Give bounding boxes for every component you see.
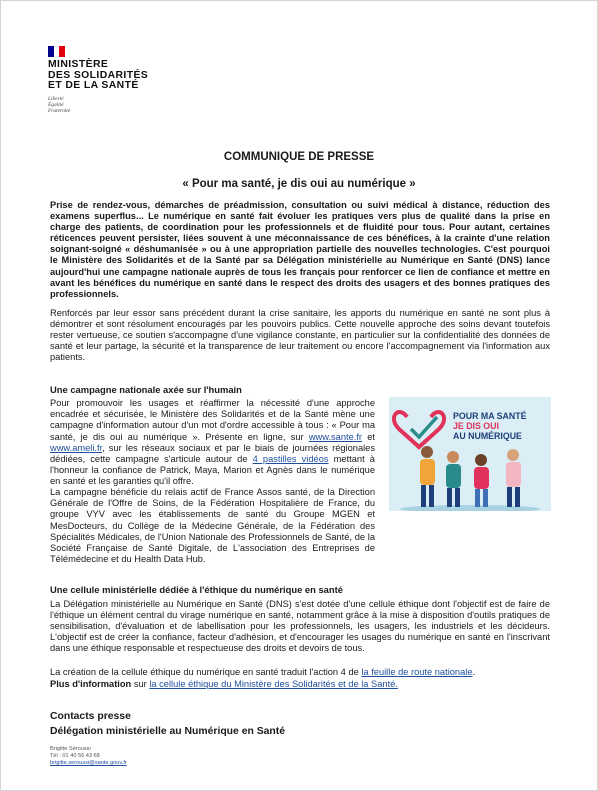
republic-motto bbox=[48, 96, 148, 115]
motto-line: Égalité bbox=[48, 101, 64, 108]
press-contacts bbox=[50, 710, 285, 739]
roadmap-text: La création de la cellule éthique du numérique en santé traduit l'action 4 de bbox=[50, 667, 362, 677]
section-heading-campaign: Une campagne nationale axée sur l'humain bbox=[50, 384, 242, 395]
link-cellule-ethique[interactable]: la cellule éthique du Ministère des Solidarités et de la Santé. bbox=[149, 679, 398, 689]
campaign-text: et bbox=[362, 431, 375, 442]
campaign-text: , sur les réseaux sociaux et par le biais de journées régionales dédiées, cette campagne s'articule autour de bbox=[50, 442, 375, 465]
motto-line: Liberté bbox=[48, 95, 64, 102]
page-title: COMMUNIQUE DE PRESSE bbox=[223, 151, 375, 163]
ministry-logo bbox=[48, 46, 148, 114]
link-feuille-de-route[interactable]: la feuille de route nationale bbox=[361, 667, 473, 677]
poster-line: AU NUMÉRIQUE bbox=[453, 431, 522, 441]
more-info-paragraph bbox=[50, 679, 550, 690]
contact-name: Brigitte Séroussi bbox=[50, 746, 91, 752]
contacts-title: Contacts presse bbox=[50, 711, 131, 722]
ethics-paragraph: La Délégation ministérielle au Numérique en Santé (DNS) s'est dotée d'une cellule éthique dont l'objectif est de faire de l'éthique un élément central du virage numérique en santé, notamment grâce à la mise à disposition d'outils pratiques de sensibilisation, d'évaluation et de labellisation pour les professionnels, les usagers, les industriels et les décideurs. L'objectif est de créer la confiance, facteur d'adhésion, et d'encourager les usages du numérique en santé en l'inscrivant dans une éthique responsable et respectueuse des droits et devoirs de tous. bbox=[50, 599, 550, 654]
roadmap-paragraph bbox=[50, 667, 550, 678]
contacts-delegation: Délégation ministérielle au Numérique en Santé bbox=[50, 725, 286, 737]
poster-slogan bbox=[453, 411, 526, 441]
ministry-name-line: MINISTÈRE bbox=[48, 59, 109, 70]
partners-paragraph: La campagne bénéficie du relais actif de France Assos santé, de la Direction Générale de l'Offre de Soins, de la Fédération Hospitalière de France, du groupe VYV avec les établissements de santé du Groupe MGEN et MesDocteurs, du Collège de la Médecine Générale, de la Fédération des Spécialités Médicales, de l'Union Nationale des Professionnels de Santé, de la Société Française de Santé Digitale, de L'association des Entreprises de Télémédecine et du Health Data Hub. bbox=[50, 487, 375, 565]
contact-details bbox=[50, 746, 127, 768]
contact-email-link[interactable]: brigitte.seroussi@sante.gouv.fr bbox=[50, 760, 127, 767]
ministry-name-line: DES SOLIDARITÉS bbox=[48, 69, 149, 81]
section-heading-ethics: Une cellule ministérielle dédiée à l'éthique du numérique en santé bbox=[50, 584, 343, 595]
campaign-poster-image bbox=[389, 397, 551, 511]
more-info-text: sur bbox=[131, 679, 150, 689]
intro-paragraph: Prise de rendez-vous, démarches de préadmission, consultation ou suivi médical à distance, réduction des examens superflus... Le numérique en santé fait évoluer les pratiques vers plus de qualité dans la prise en charge des patients, de coordination pour les professionnels et de fluidité pour tous. Pour autant, certaines réticences peuvent persister, liées souvent à une méconnaissance de ces bénéfices, à la crainte d'une relation soignant-soigné « déshumanisée » ou à une appropriation partielle des nouvelles technologies. C'est pourquoi le Ministère des Solidarités et de la Santé par sa Délégation ministérielle au Numérique en Santé (DNS) lance aujourd'hui une campagne nationale auprès de tous les français pour renforcer ce lien de confiance et mettre en avant les bénéfices du numérique en santé dans le respect des droits des usagers et des bonnes pratiques des professionnels. bbox=[50, 200, 550, 299]
motto-line: Fraternité bbox=[48, 107, 71, 114]
contact-phone: Tél : 01 40 56 43 68 bbox=[50, 753, 100, 760]
campaign-text: Pour promouvoir les usages et réaffirmer la nécessité d'une approche encadrée et sécurisée, le Ministère des Solidarités et de la Santé mène une campagne d'information autour d'un mot d'ordre accessible à tous : « Pour ma santé, je dis oui au numérique ». Présente en ligne, sur bbox=[50, 398, 375, 442]
campaign-text: mettant à l'honneur la confiance de Patrick, Maya, Marion et Agnès dans le numérique en santé et les garanties qu'il offre. bbox=[50, 454, 375, 487]
ministry-name-line: ET DE LA SANTÉ bbox=[48, 80, 139, 91]
roadmap-text: . bbox=[472, 667, 476, 677]
context-paragraph: Renforcés par leur essor sans précédent durant la crise sanitaire, les apports du numérique en santé ne sont plus à démontrer et sont résolument encouragés par les pouvoirs publics. Cette nouvelle approche des soins devant toutefois rester vertueuse, ce soutien s'accompagne d'une vigilance constante, en particulier sur la confidentialité des données de santé et leur partage, la sécurité et la transparence de leur traitement ou encore l'accompagnement via l'information aux patients. bbox=[50, 308, 550, 363]
marianne-flag-icon bbox=[48, 46, 65, 57]
link-ameli-fr[interactable]: www.ameli.fr bbox=[50, 442, 103, 453]
poster-line: JE DIS OUI bbox=[453, 421, 499, 431]
more-info-label: Plus d'information bbox=[50, 679, 132, 689]
link-sante-fr[interactable]: www.sante.fr bbox=[308, 431, 363, 442]
link-video-pastilles[interactable]: 4 pastilles vidéos bbox=[252, 454, 329, 465]
poster-line: POUR MA SANTÉ bbox=[453, 411, 527, 421]
page-subtitle: « Pour ma santé, je dis oui au numérique » bbox=[182, 178, 416, 190]
campaign-paragraph bbox=[50, 398, 375, 488]
